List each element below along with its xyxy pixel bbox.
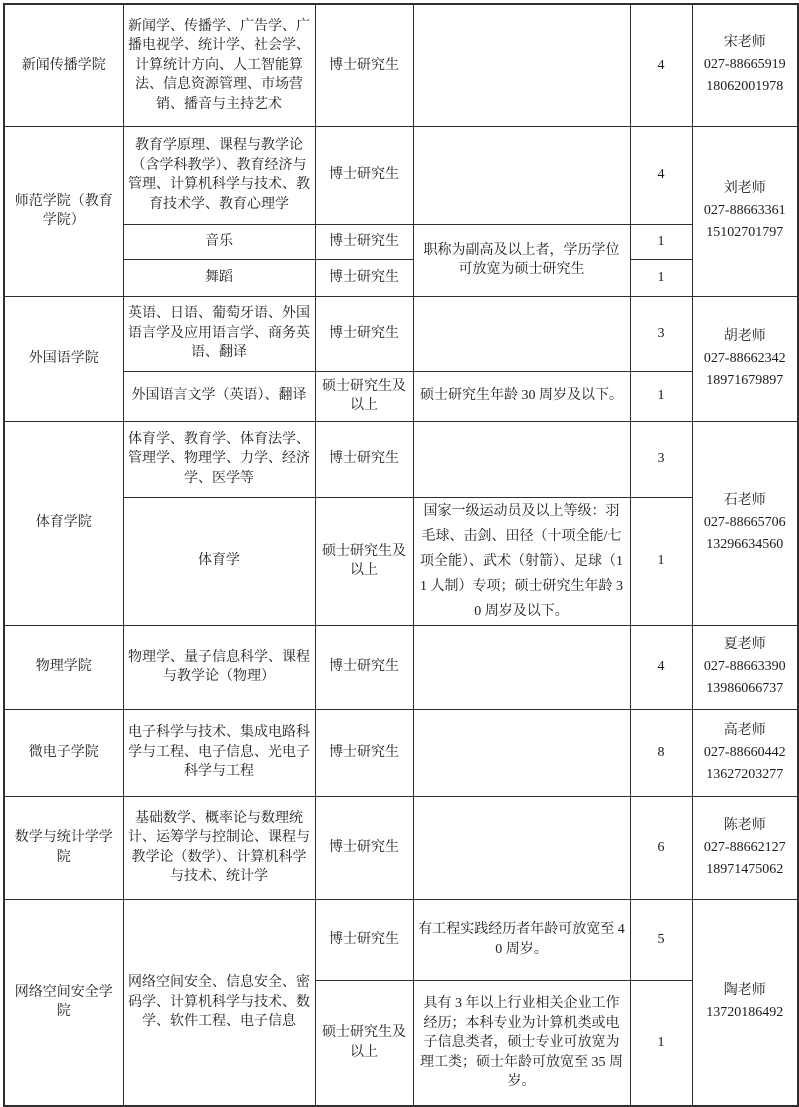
majors-cell: 外国语言文学（英语）、翻译 — [123, 371, 315, 421]
count-cell: 1 — [630, 259, 692, 296]
count-cell: 3 — [630, 296, 692, 371]
majors-cell: 体育学 — [123, 497, 315, 625]
majors-cell: 英语、日语、葡萄牙语、外国语言学及应用语言学、商务英语、翻译 — [123, 296, 315, 371]
condition-cell — [413, 625, 630, 709]
condition-cell — [413, 709, 630, 796]
contact-mobile: 15102701797 — [706, 225, 784, 240]
degree-cell: 博士研究生 — [315, 296, 413, 371]
contact-mobile: 13720186492 — [706, 1005, 784, 1021]
condition-cell: 职称为副高及以上者，学历学位可放宽为硕士研究生 — [413, 224, 630, 296]
contact-cell — [692, 421, 798, 625]
contact-mobile: 18062001978 — [706, 79, 784, 95]
count-cell: 1 — [630, 224, 692, 259]
table-row — [4, 296, 798, 371]
college-cell: 新闻传播学院 — [4, 4, 123, 126]
count-cell: 4 — [630, 126, 692, 224]
condition-cell — [413, 126, 630, 224]
condition-cell: 具有 3 年以上行业相关企业工作经历；本科专业为计算机类或电子信息类者，硕士专业可放宽为理工类；硕士年龄可放宽至 35 周岁。 — [413, 980, 630, 1106]
count-cell: 1 — [630, 980, 692, 1106]
table-row — [4, 796, 798, 899]
degree-cell: 博士研究生 — [315, 421, 413, 497]
table-row — [4, 4, 798, 126]
table-row — [4, 224, 798, 259]
contact-mobile: 18971679897 — [706, 372, 784, 388]
contact-mobile: 13986066737 — [706, 681, 784, 696]
count-cell: 1 — [630, 371, 692, 421]
college-cell: 外国语学院 — [4, 296, 123, 421]
majors-cell: 舞蹈 — [123, 259, 315, 296]
table-row — [4, 371, 798, 421]
recruitment-table — [3, 3, 799, 1107]
degree-cell: 博士研究生 — [315, 224, 413, 259]
majors-cell: 基础数学、概率论与数理统计、运筹学与控制论、课程与教学论（数学）、计算机科学与技术、统计学 — [123, 796, 315, 899]
condition-cell: 硕士研究生年龄 30 周岁及以下。 — [413, 371, 630, 421]
table-row — [4, 421, 798, 497]
contact-phone: 027-88662127 — [703, 839, 786, 855]
majors-cell: 体育学、教育学、体育法学、管理学、物理学、力学、经济学、医学等 — [123, 421, 315, 497]
contact-cell — [692, 899, 798, 1106]
contact-name: 宋老师 — [723, 35, 766, 51]
degree-cell: 硕士研究生及以上 — [315, 980, 413, 1106]
table-row — [4, 126, 798, 224]
contact-phone: 027-88665706 — [703, 515, 786, 530]
contact-name: 高老师 — [723, 722, 766, 738]
majors-cell: 网络空间安全、信息安全、密码学、计算机科学与技术、数学、软件工程、电子信息 — [123, 899, 315, 1106]
contact-mobile: 13296634560 — [706, 537, 784, 552]
condition-cell — [413, 4, 630, 126]
count-cell: 5 — [630, 899, 692, 980]
count-cell: 4 — [630, 4, 692, 126]
contact-mobile: 18971475062 — [706, 861, 784, 877]
count-cell: 3 — [630, 421, 692, 497]
contact-phone: 027-88660442 — [703, 744, 786, 760]
contact-cell — [692, 796, 798, 899]
college-cell: 体育学院 — [4, 421, 123, 625]
majors-cell: 教育学原理、课程与教学论（含学科教学）、教育经济与管理、计算机科学与技术、教育技术学、教育心理学 — [123, 126, 315, 224]
contact-mobile: 13627203277 — [706, 766, 784, 782]
contact-name: 陶老师 — [723, 983, 766, 999]
majors-cell: 物理学、量子信息科学、课程与教学论（物理） — [123, 625, 315, 709]
degree-cell: 博士研究生 — [315, 625, 413, 709]
table-row — [4, 259, 798, 296]
count-cell: 1 — [630, 497, 692, 625]
condition-cell — [413, 796, 630, 899]
degree-cell: 博士研究生 — [315, 259, 413, 296]
college-cell: 微电子学院 — [4, 709, 123, 796]
contact-name: 陈老师 — [723, 817, 766, 833]
count-cell: 6 — [630, 796, 692, 899]
contact-phone: 027-88663390 — [703, 659, 786, 674]
majors-cell: 音乐 — [123, 224, 315, 259]
table-row — [4, 899, 798, 980]
contact-cell — [692, 709, 798, 796]
condition-cell — [413, 421, 630, 497]
majors-cell: 新闻学、传播学、广告学、广播电视学、统计学、社会学、计算统计方向、人工智能算法、信息资源管理、市场营销、播音与主持艺术 — [123, 4, 315, 126]
condition-cell — [413, 296, 630, 371]
contact-name: 石老师 — [723, 493, 766, 508]
degree-cell: 硕士研究生及以上 — [315, 371, 413, 421]
contact-phone: 027-88663361 — [703, 203, 786, 218]
condition-cell: 国家一级运动员及以上等级：羽毛球、击剑、田径（十项全能/七项全能）、武术（射箭）、足球（11 人制）专项；硕士研究生年龄 30 周岁及以下。 — [413, 497, 630, 625]
condition-cell: 有工程实践经历者年龄可放宽至 40 周岁。 — [413, 899, 630, 980]
contact-cell — [692, 296, 798, 421]
contact-name: 胡老师 — [723, 328, 766, 344]
contact-cell — [692, 4, 798, 126]
contact-phone: 027-88665919 — [703, 57, 786, 73]
college-cell: 网络空间安全学院 — [4, 899, 123, 1106]
table-row — [4, 625, 798, 709]
degree-cell: 博士研究生 — [315, 126, 413, 224]
count-cell: 4 — [630, 625, 692, 709]
contact-name: 刘老师 — [723, 181, 766, 196]
majors-cell: 电子科学与技术、集成电路科学与工程、电子信息、光电子科学与工程 — [123, 709, 315, 796]
contact-phone: 027-88662342 — [703, 350, 786, 366]
table-row — [4, 497, 798, 625]
degree-cell: 博士研究生 — [315, 796, 413, 899]
contact-cell — [692, 126, 798, 296]
contact-cell — [692, 625, 798, 709]
college-cell: 师范学院（教育学院） — [4, 126, 123, 296]
college-cell: 数学与统计学学院 — [4, 796, 123, 899]
contact-name: 夏老师 — [723, 637, 766, 652]
degree-cell: 博士研究生 — [315, 709, 413, 796]
degree-cell: 博士研究生 — [315, 899, 413, 980]
college-cell: 物理学院 — [4, 625, 123, 709]
count-cell: 8 — [630, 709, 692, 796]
table-row — [4, 709, 798, 796]
degree-cell: 硕士研究生及以上 — [315, 497, 413, 625]
degree-cell: 博士研究生 — [315, 4, 413, 126]
